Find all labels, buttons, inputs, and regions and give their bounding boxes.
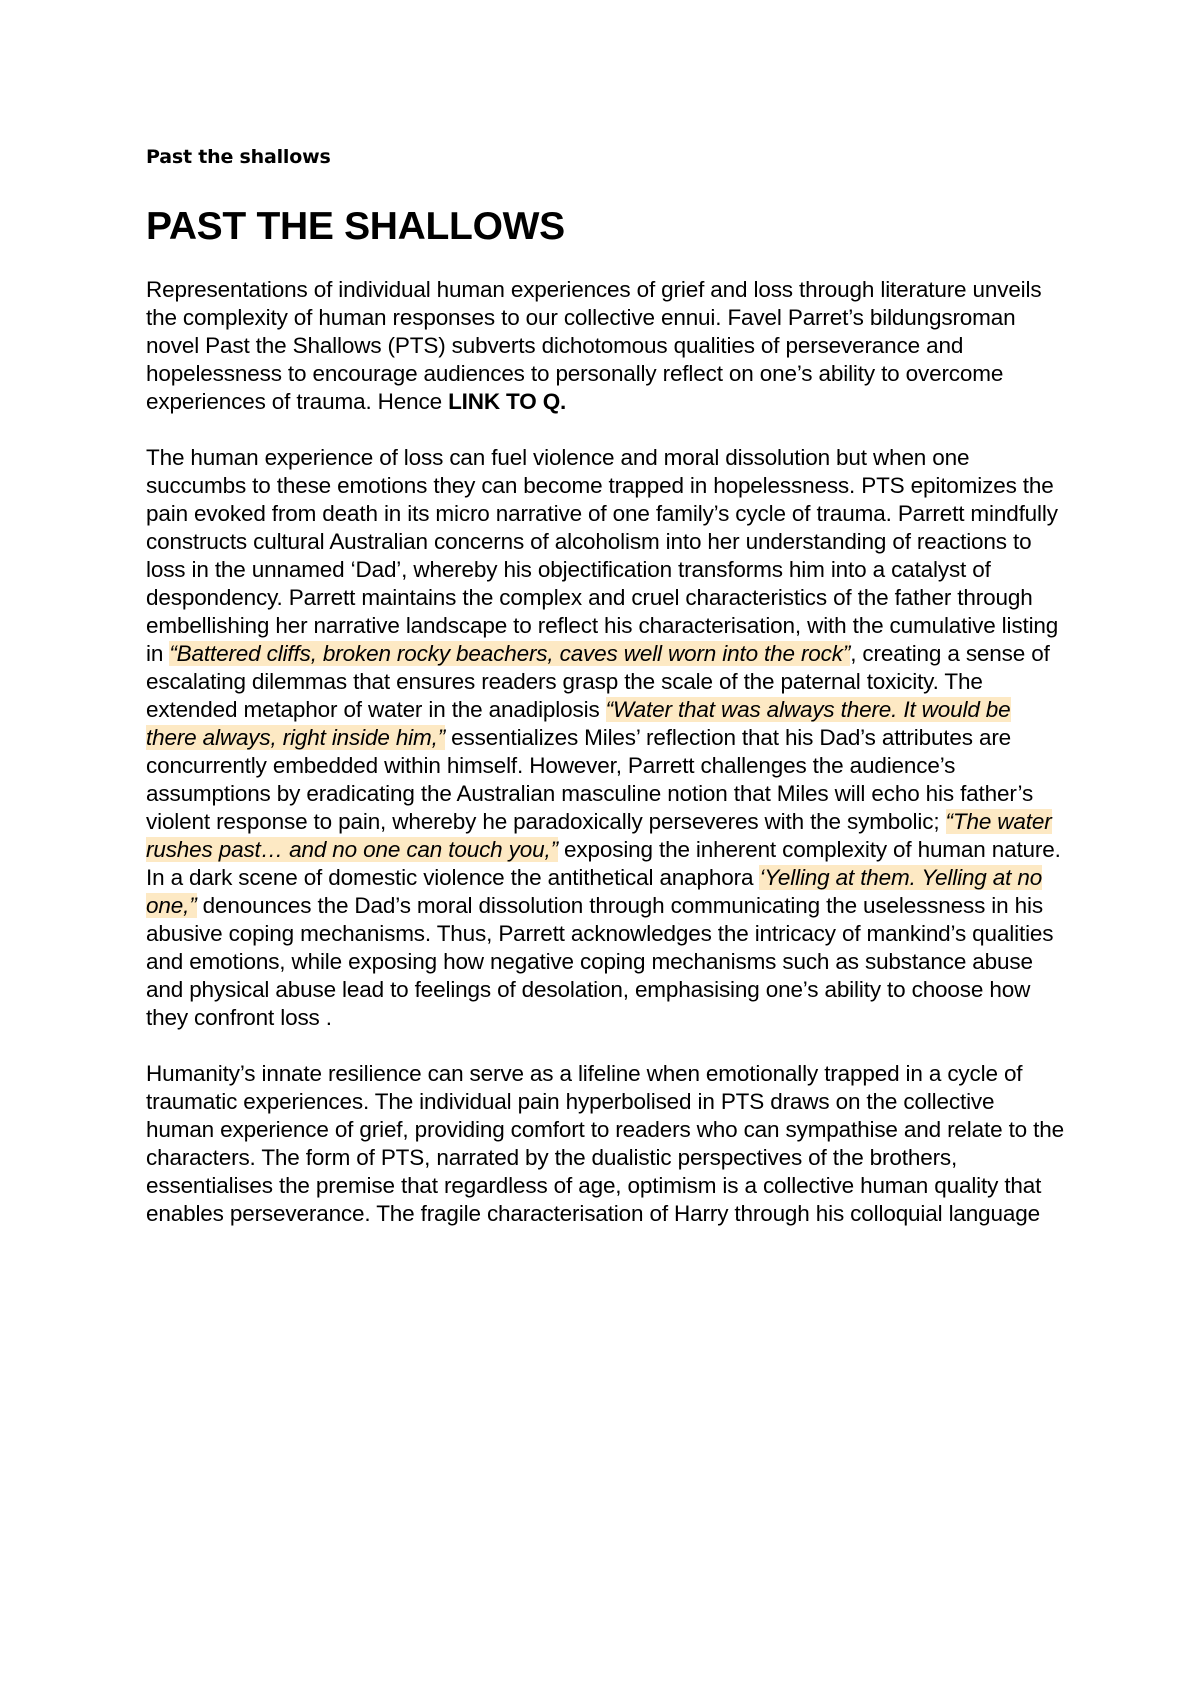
highlighted-quote-3: “The water rushes past… and no one can touch you,” xyxy=(146,809,1052,862)
body1-text-5: denounces the Dad’s moral dissolution through communicating the uselessness in his abusive coping mechanisms. Thus, Parrett acknowledges the intricacy of mankind’s qualities and emotions, while exposing how negative coping mechanisms such as substance abuse and physical abuse lead to feelings of desolation, emphasising one’s ability to choose how they confront loss . xyxy=(146,893,1054,1030)
body1-text-4: exposing the inherent complexity of human nature. In a dark scene of domestic violence the antithetical anaphora xyxy=(146,837,1061,890)
highlighted-quote-1: “Battered cliffs, broken rocky beachers, caves well worn into the rock” xyxy=(169,641,851,666)
document-content xyxy=(146,146,1066,1228)
body1-text-2: , creating a sense of escalating dilemmas that ensures readers grasp the scale of the paternal toxicity. The extended metaphor of water in the anadiplosis xyxy=(146,641,1050,722)
intro-text: Representations of individual human experiences of grief and loss through literature unveils the complexity of human responses to our collective ennui. Favel Parret’s bildungsroman novel Past the Shallows (PTS) subverts dichotomous qualities of perseverance and hopelessness to encourage audiences to personally reflect on one’s ability to overcome experiences of trauma. Hence xyxy=(146,277,1042,414)
body1-text-1: The human experience of loss can fuel violence and moral dissolution but when one succumbs to these emotions they can become trapped in hopelessness. PTS epitomizes the pain evoked from death in its micro narrative of one family’s cycle of trauma. Parrett mindfully constructs cultural Australian concerns of alcoholism into her understanding of reactions to loss in the unnamed ‘Dad’, whereby his objectification transforms him into a catalyst of despondency. Parrett maintains the complex and cruel characteristics of the father through embellishing her narrative landscape to reflect his characterisation, with the cumulative listing in xyxy=(146,445,1059,666)
document-label: Past the shallows xyxy=(146,146,331,168)
body1-text-3: essentializes Miles’ reflection that his Dad’s attributes are concurrently embedded within himself. However, Parrett challenges the audience’s assumptions by eradicating the Australian masculine notion that Miles will echo his father’s violent response to pain, whereby he paradoxically perseveres with the symbolic; xyxy=(146,725,1034,834)
document-title: PAST THE SHALLOWS xyxy=(146,205,565,248)
intro-paragraph xyxy=(146,276,1066,416)
highlighted-quote-2: “Water that was always there. It would be there always, right inside him,” xyxy=(146,697,1011,750)
body-paragraph-2: Humanity’s innate resilience can serve as a lifeline when emotionally trapped in a cycle of traumatic experiences. The individual pain hyperbolised in PTS draws on the collective human experience of grief, providing comfort to readers who can sympathise and relate to the characters. The form of PTS, narrated by the dualistic perspectives of the brothers, essentialises the premise that regardless of age, optimism is a collective human quality that enables perseverance. The fragile characterisation of Harry through his colloquial language xyxy=(146,1061,1064,1226)
link-to-question: LINK TO Q. xyxy=(448,389,567,414)
highlighted-quote-4: ‘Yelling at them. Yelling at no one,” xyxy=(146,865,1043,918)
body-paragraph-1 xyxy=(146,444,1066,1032)
